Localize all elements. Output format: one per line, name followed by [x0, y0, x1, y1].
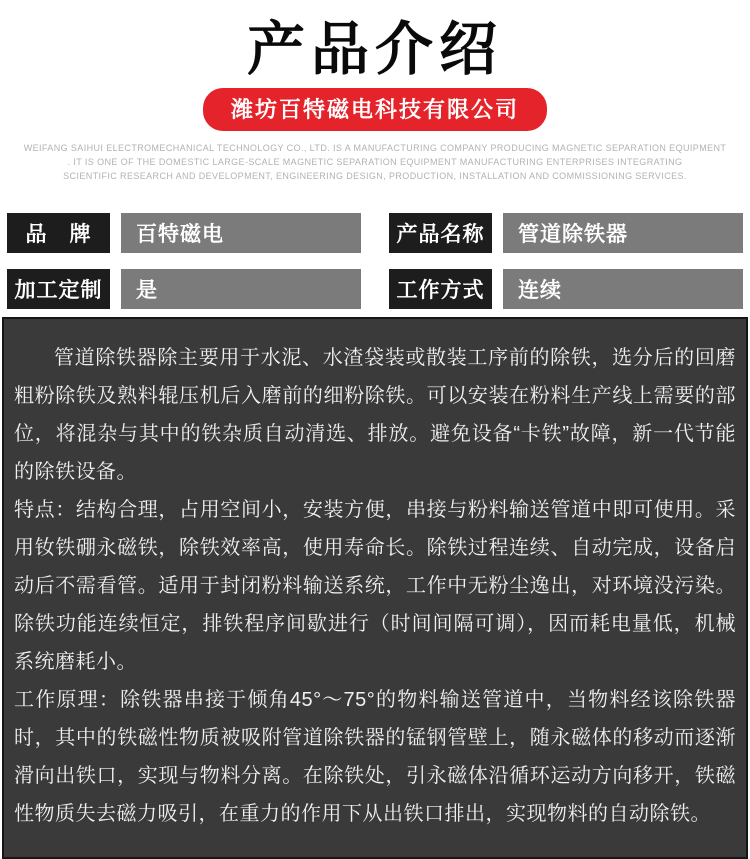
- spec-value-customization: 是: [121, 269, 361, 309]
- company-banner-wrap: [0, 88, 750, 131]
- spec-value-brand: 百特磁电: [121, 213, 361, 253]
- spec-row-product-name: [389, 213, 743, 253]
- spec-grid: [0, 213, 750, 309]
- spec-label-product-name: 产品名称: [389, 213, 492, 253]
- company-intro-line: WEIFANG SAIHUI ELECTROMECHANICAL TECHNOLOGY CO., LTD. IS A MANUFACTURING COMPANY PRODUCING MAGNETIC SEPARATION EQUIPMENT: [23, 142, 727, 153]
- company-intro-line: . IT IS ONE OF THE DOMESTIC LARGE-SCALE MAGNETIC SEPARATION EQUIPMENT MANUFACTURING ENTERPRISES INTEGRATING: [67, 156, 683, 167]
- desc-paragraph-principle: 工作原理：除铁器串接于倾角45°～75°的物料输送管道中，当物料经该除铁器时，其中的铁磁性物质被吸附管道除铁器的锰钢管壁上，随永磁体的移动而逐渐滑向出铁口，实现与物料分离。在除铁处，引永磁体沿循环运动方向移开，铁磁性物质失去磁力吸引，在重力的作用下从出铁口排出，实现物料的自动除铁。: [14, 688, 736, 825]
- spec-row-working-mode: [389, 269, 743, 309]
- desc-paragraph-features: 特点：结构合理，占用空间小，安装方便，串接与粉料输送管道中即可使用。采用钕铁硼永磁铁，除铁效率高，使用寿命长。除铁过程连续、自动完成，设备启动后不需看管。适用于封闭粉料输送系统，工作中无粉尘逸出，对环境没污染。除铁功能连续恒定，排铁程序间歇进行（时间间隔可调），因而耗电量低，机械系统磨耗小。: [14, 498, 736, 673]
- spec-label-customization: 加工定制: [7, 269, 110, 309]
- company-intro-english: [0, 141, 750, 183]
- spec-value-working-mode: 连续: [503, 269, 743, 309]
- spec-row-brand: [7, 213, 361, 253]
- spec-label-brand: 品 牌: [7, 213, 110, 253]
- desc-paragraph-lead: 管道除铁器除主要用于水泥、水渣袋装或散装工序前的除铁，选分后的回磨粗粉除铁及熟料辊压机后入磨前的细粉除铁。可以安装在粉料生产线上需要的部位，将混杂与其中的铁杂质自动清选、排放。避免设备“卡铁”故障，新一代节能的除铁设备。: [14, 346, 736, 483]
- spec-row-customization: [7, 269, 361, 309]
- spec-label-working-mode: 工作方式: [389, 269, 492, 309]
- company-name-banner: 潍坊百特磁电科技有限公司: [203, 88, 547, 131]
- spec-value-product-name: 管道除铁器: [503, 213, 743, 253]
- product-description-block: [2, 317, 748, 859]
- page-title: 产品介绍: [246, 17, 503, 82]
- company-intro-line: SCIENTIFIC RESEARCH AND DEVELOPMENT, ENGINEERING DESIGN, PRODUCTION, INSTALLATION AND COMMISSIONING SERVICES.: [63, 170, 687, 181]
